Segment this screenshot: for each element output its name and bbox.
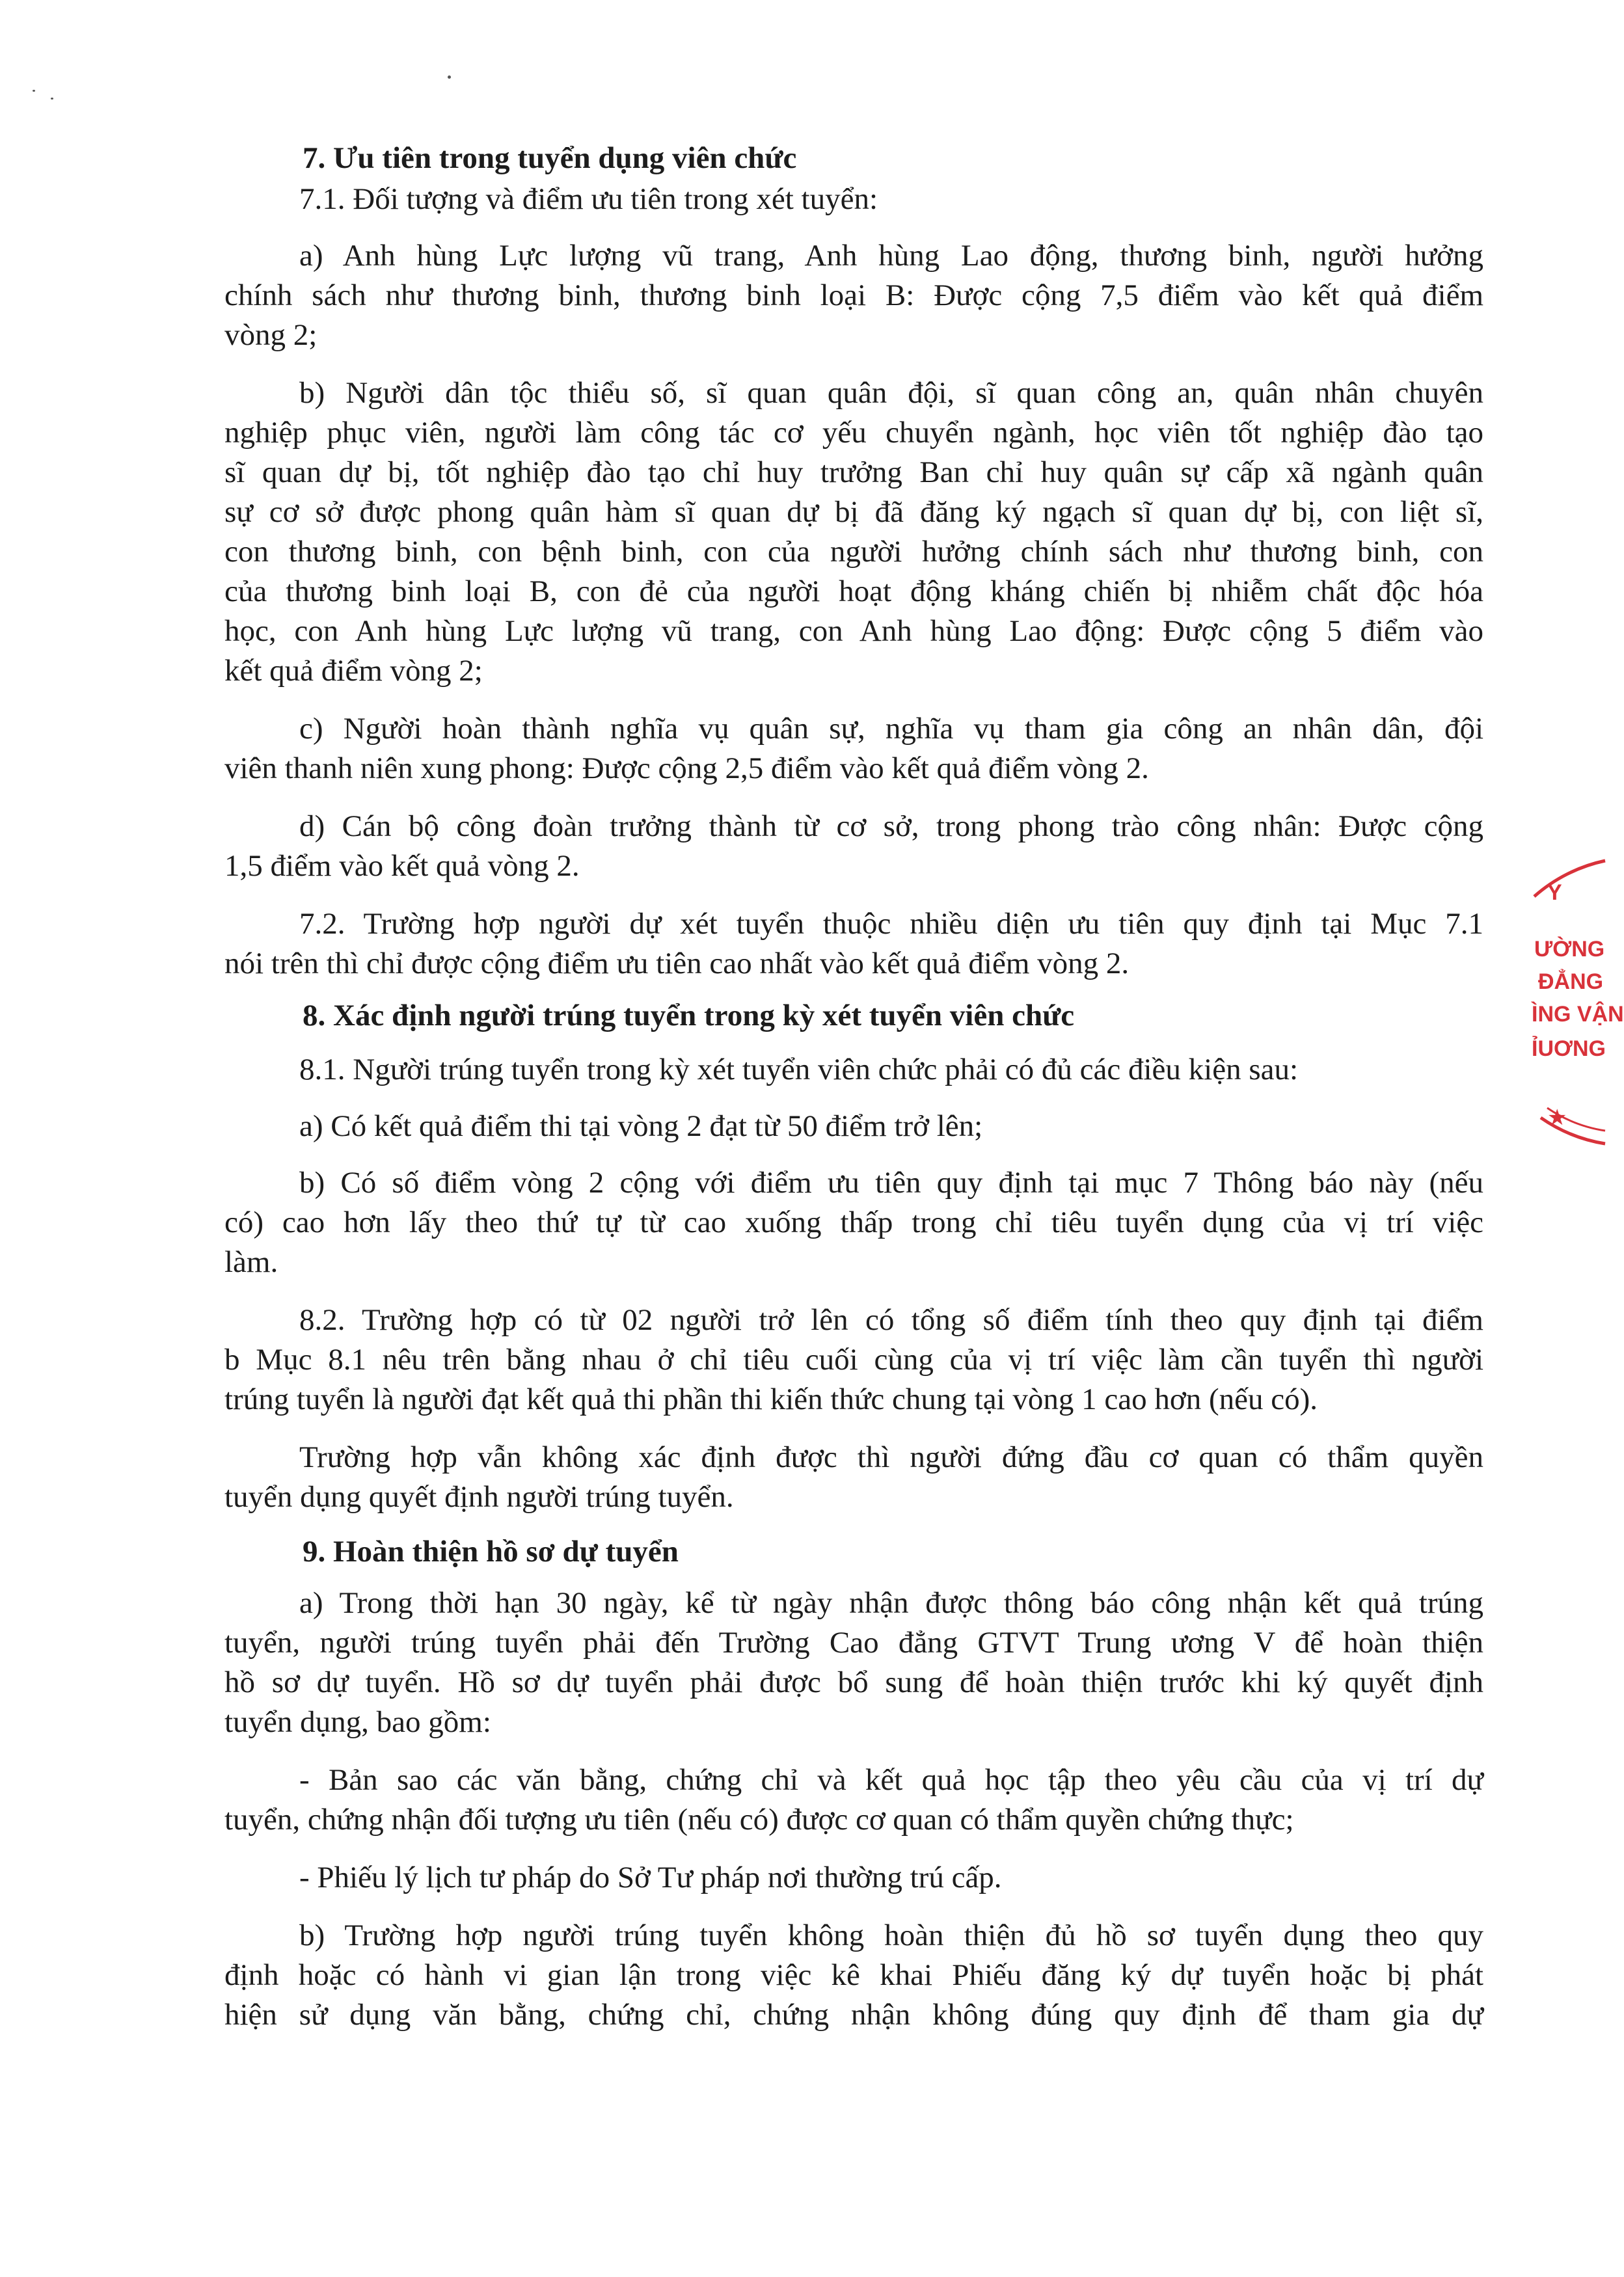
text-line: của thương binh loại B, con đẻ của người hoạt động kháng chiến bị nhiễm chất độc hóa xyxy=(224,574,1483,608)
text-line: tuyển, người trúng tuyển phải đến Trường Cao đẳng GTVT Trung ương V để hoàn thiện xyxy=(224,1626,1483,1660)
text-line: hồ sơ dự tuyển. Hồ sơ dự tuyển phải được bổ sung để hoàn thiện trước khi ký quyết định xyxy=(224,1665,1483,1699)
text-line: nghiệp phục viên, người làm công tác cơ yếu chuyển ngành, học viên tốt nghiệp đào tạo xyxy=(224,416,1483,450)
section-9-a-item-1 xyxy=(224,1760,1483,1840)
scan-speck xyxy=(33,90,35,92)
seal-star-icon: ★ xyxy=(1547,1106,1567,1130)
section-7-2 xyxy=(224,904,1483,984)
text-line: b) Người dân tộc thiểu số, sĩ quan quân đội, sĩ quan công an, quân nhân chuyên xyxy=(299,376,1483,410)
section-7-1-a xyxy=(224,236,1483,355)
text-line: tuyển dụng, bao gồm: xyxy=(224,1705,491,1739)
document-page xyxy=(224,138,1483,2035)
text-line: 7.2. Trường hợp người dự xét tuyển thuộc nhiều diện ưu tiên quy định tại Mục 7.1 xyxy=(299,907,1483,941)
section-9-a-item-2: - Phiếu lý lịch tư pháp do Sở Tư pháp nơi thường trú cấp. xyxy=(299,1861,1002,1894)
text-line: tuyển dụng quyết định người trúng tuyển. xyxy=(224,1480,734,1514)
text-line: định hoặc có hành vi gian lận trong việc kê khai Phiếu đăng ký dự tuyển hoặc bị phát xyxy=(224,1958,1483,1992)
text-line: học, con Anh hùng Lực lượng vũ trang, con Anh hùng Lao động: Được cộng 5 điểm vào xyxy=(224,614,1483,648)
section-7-1-c xyxy=(224,709,1483,788)
section-8-1-title: 8.1. Người trúng tuyển trong kỳ xét tuyển viên chức phải có đủ các điều kiện sau: xyxy=(299,1053,1299,1086)
text-line: b) Trường hợp người trúng tuyển không hoàn thiện đủ hồ sơ tuyển dụng theo quy xyxy=(299,1919,1483,1952)
text-line: b Mục 8.1 nêu trên bằng nhau ở chỉ tiêu cuối cùng của vị trí việc làm cần tuyển thì người xyxy=(224,1343,1483,1377)
text-line: tuyển, chứng nhận đối tượng ưu tiên (nếu có) được cơ quan có thẩm quyền chứng thực; xyxy=(224,1803,1294,1837)
text-line: - Bản sao các văn bằng, chứng chỉ và kết quả học tập theo yêu cầu của vị trí dự xyxy=(299,1763,1483,1797)
section-8-2-continued xyxy=(224,1438,1483,1517)
text-line: kết quả điểm vòng 2; xyxy=(224,654,483,688)
section-7-heading: 7. Ưu tiên trong tuyển dụng viên chức xyxy=(303,141,797,175)
scan-speck xyxy=(448,75,451,79)
text-line: a) Trong thời hạn 30 ngày, kể từ ngày nhận được thông báo công nhận kết quả trúng xyxy=(299,1586,1483,1620)
text-line: sĩ quan dự bị, tốt nghiệp đào tạo chỉ huy trưởng Ban chỉ huy quân sự cấp xã ngành quân xyxy=(224,455,1483,489)
text-line: a) Anh hùng Lực lượng vũ trang, Anh hùng Lao động, thương binh, người hưởng xyxy=(299,239,1483,273)
seal-text-line: ĐẲNG xyxy=(1538,969,1604,994)
seal-text-line: ƯỜNG xyxy=(1534,937,1605,962)
seal-text-line: ÌNG VẬN xyxy=(1532,1002,1624,1027)
text-line: chính sách như thương binh, thương binh loại B: Được cộng 7,5 điểm vào kết quả điểm xyxy=(224,278,1483,312)
section-8-1-b xyxy=(224,1163,1483,1282)
text-line: có) cao hơn lấy theo thứ tự từ cao xuống thấp trong chỉ tiêu tuyển dụng của vị trí việc xyxy=(224,1206,1483,1239)
seal-text-line: Y xyxy=(1547,880,1562,905)
section-7-1-title: 7.1. Đối tượng và điểm ưu tiên trong xét tuyển: xyxy=(299,182,878,216)
text-line: hiện sử dụng văn bằng, chứng chỉ, chứng nhận không đúng quy định để tham gia dự xyxy=(224,1998,1483,2032)
section-7-1-b xyxy=(224,373,1483,691)
section-8-2 xyxy=(224,1300,1483,1420)
text-line: làm. xyxy=(224,1245,278,1279)
section-9-heading: 9. Hoàn thiện hồ sơ dự tuyển xyxy=(303,1535,679,1569)
section-8-heading: 8. Xác định người trúng tuyển trong kỳ xét tuyển viên chức xyxy=(303,999,1075,1032)
official-seal-fragment xyxy=(1521,857,1624,1163)
text-line: d) Cán bộ công đoàn trưởng thành từ cơ sở, trong phong trào công nhân: Được cộng xyxy=(299,809,1483,843)
text-line: viên thanh niên xung phong: Được cộng 2,5 điểm vào kết quả điểm vòng 2. xyxy=(224,751,1149,785)
text-line: Trường hợp vẫn không xác định được thì người đứng đầu cơ quan có thẩm quyền xyxy=(299,1440,1483,1474)
section-7-1-d xyxy=(224,807,1483,886)
text-line: trúng tuyển là người đạt kết quả thi phần thi kiến thức chung tại vòng 1 cao hơn (nếu có). xyxy=(224,1382,1318,1416)
text-line: b) Có số điểm vòng 2 cộng với điểm ưu tiên quy định tại mục 7 Thông báo này (nếu xyxy=(299,1166,1483,1200)
text-line: con thương binh, con bệnh binh, con của người hưởng chính sách như thương binh, con xyxy=(224,535,1483,569)
text-line: sự cơ sở được phong quân hàm sĩ quan dự bị đã đăng ký ngạch sĩ quan dự bị, con liệt sĩ, xyxy=(224,495,1483,529)
section-9-a xyxy=(224,1583,1483,1742)
section-9-b xyxy=(224,1916,1483,2035)
text-line: nói trên thì chỉ được cộng điểm ưu tiên cao nhất vào kết quả điểm vòng 2. xyxy=(224,947,1130,980)
seal-text-line: ỈUƠNG xyxy=(1532,1036,1606,1061)
text-line: 8.2. Trường hợp có từ 02 người trở lên có tổng số điểm tính theo quy định tại điểm xyxy=(299,1303,1483,1337)
text-line: 1,5 điểm vào kết quả vòng 2. xyxy=(224,849,580,883)
text-line: c) Người hoàn thành nghĩa vụ quân sự, nghĩa vụ tham gia công an nhân dân, đội xyxy=(299,712,1483,746)
scan-speck xyxy=(51,98,53,100)
section-8-1-a: a) Có kết quả điểm thi tại vòng 2 đạt từ 50 điểm trở lên; xyxy=(299,1109,983,1143)
text-line: vòng 2; xyxy=(224,318,318,352)
